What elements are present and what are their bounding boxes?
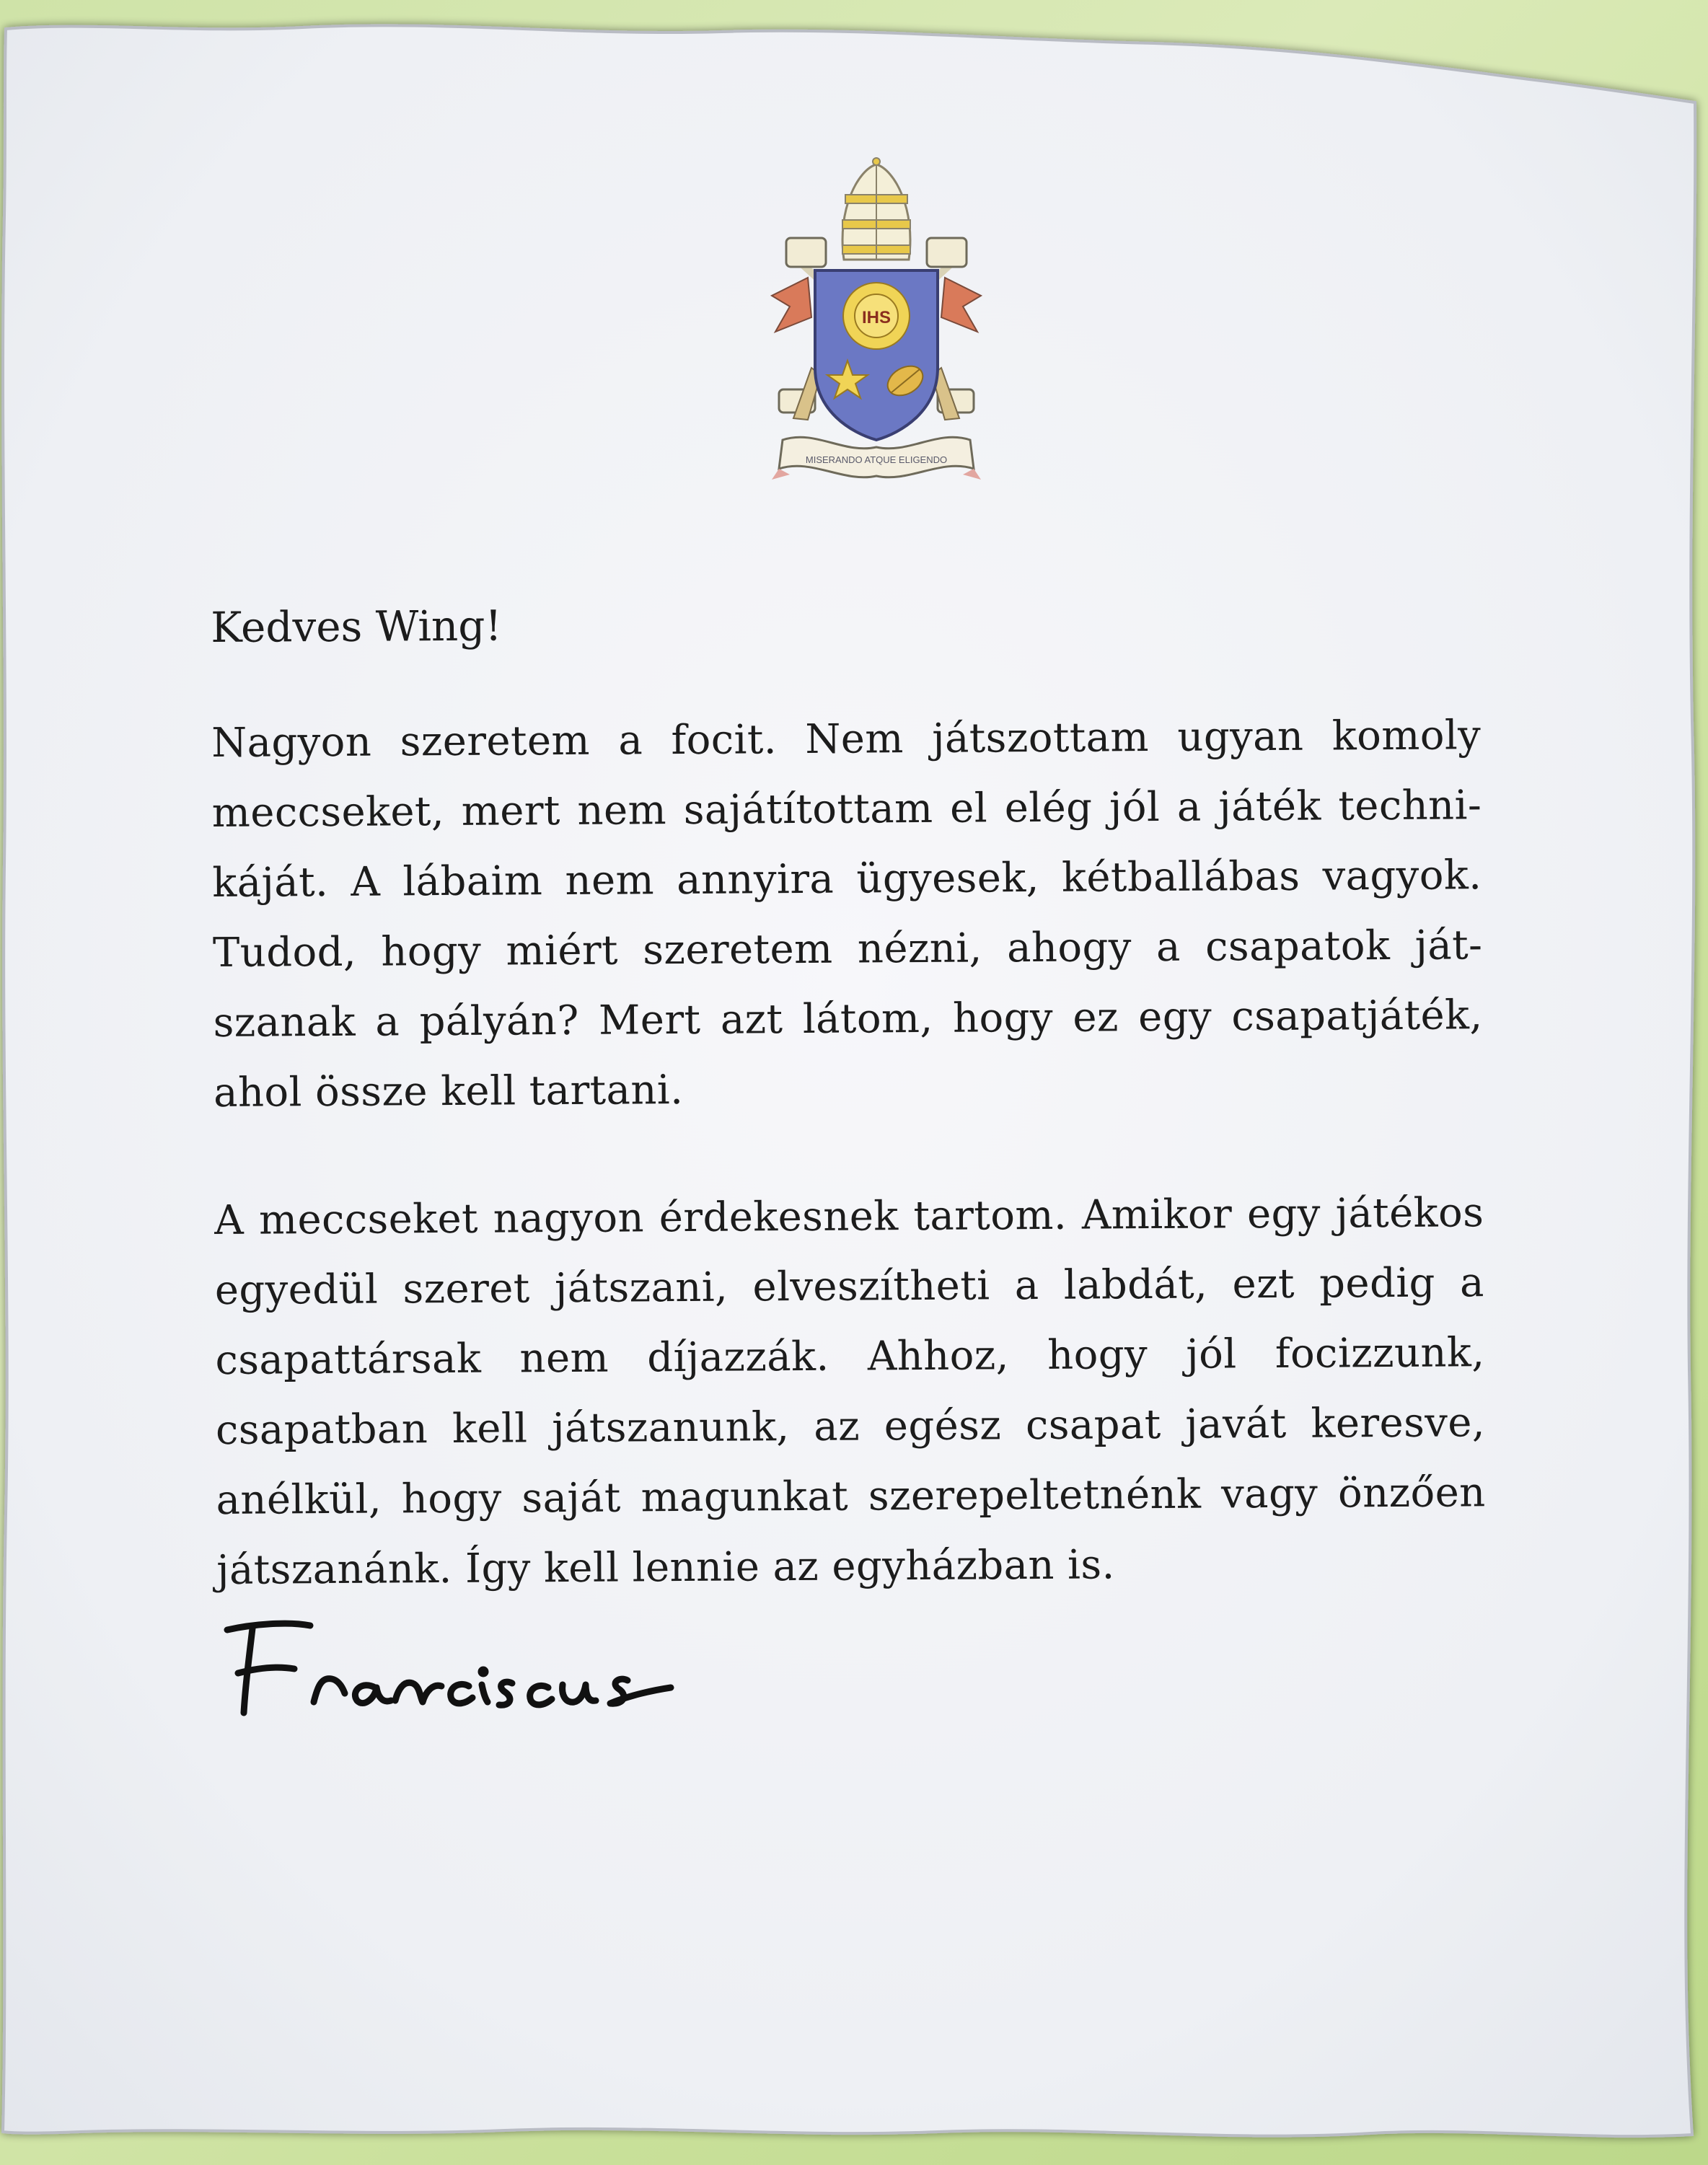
sun-ihs-icon [843,283,910,349]
letter-paragraph: Nagyon szeretem a focit. Nem játszottam ugyan komoly meccseket, mert nem sajátítottam el elég jól a játék technikáját. A lábaim nem annyira ügyesek, kétballábas vagyok. Tudod, hogy miért szeretem nézni, ahogy a csapatok játszanak a pályán? Mert azt látom, hogy ez egy csapatjáték, ahol össze kell tartani. [211,712,1483,1116]
motto-text: MISERANDO ATQUE ELIGENDO [805,454,948,465]
papal-coat-of-arms-icon [757,151,995,490]
handwritten-signature [209,1608,685,1738]
motto-scroll [772,437,981,480]
letter-paragraph: A meccseket nagyon érdekesnek tartom. Amikor egy játékos egyedül szeret játszani, elveszítheti a labdát, ezt pedig a csapattársak nem díjazzák. Ahhoz, hogy jól focizzunk, csapatban kell játszanunk, az egész csapat javát keresve, anélkül, hogy saját magunkat szerepeltetnénk vagy önzően játszanánk. Így kell lennie az egyházban is. [214,1189,1486,1594]
letter-body [211,591,1487,1663]
letter-greeting: Kedves Wing! [211,601,502,652]
mitre-icon [842,158,910,260]
svg-text:IHS: IHS [861,308,892,327]
